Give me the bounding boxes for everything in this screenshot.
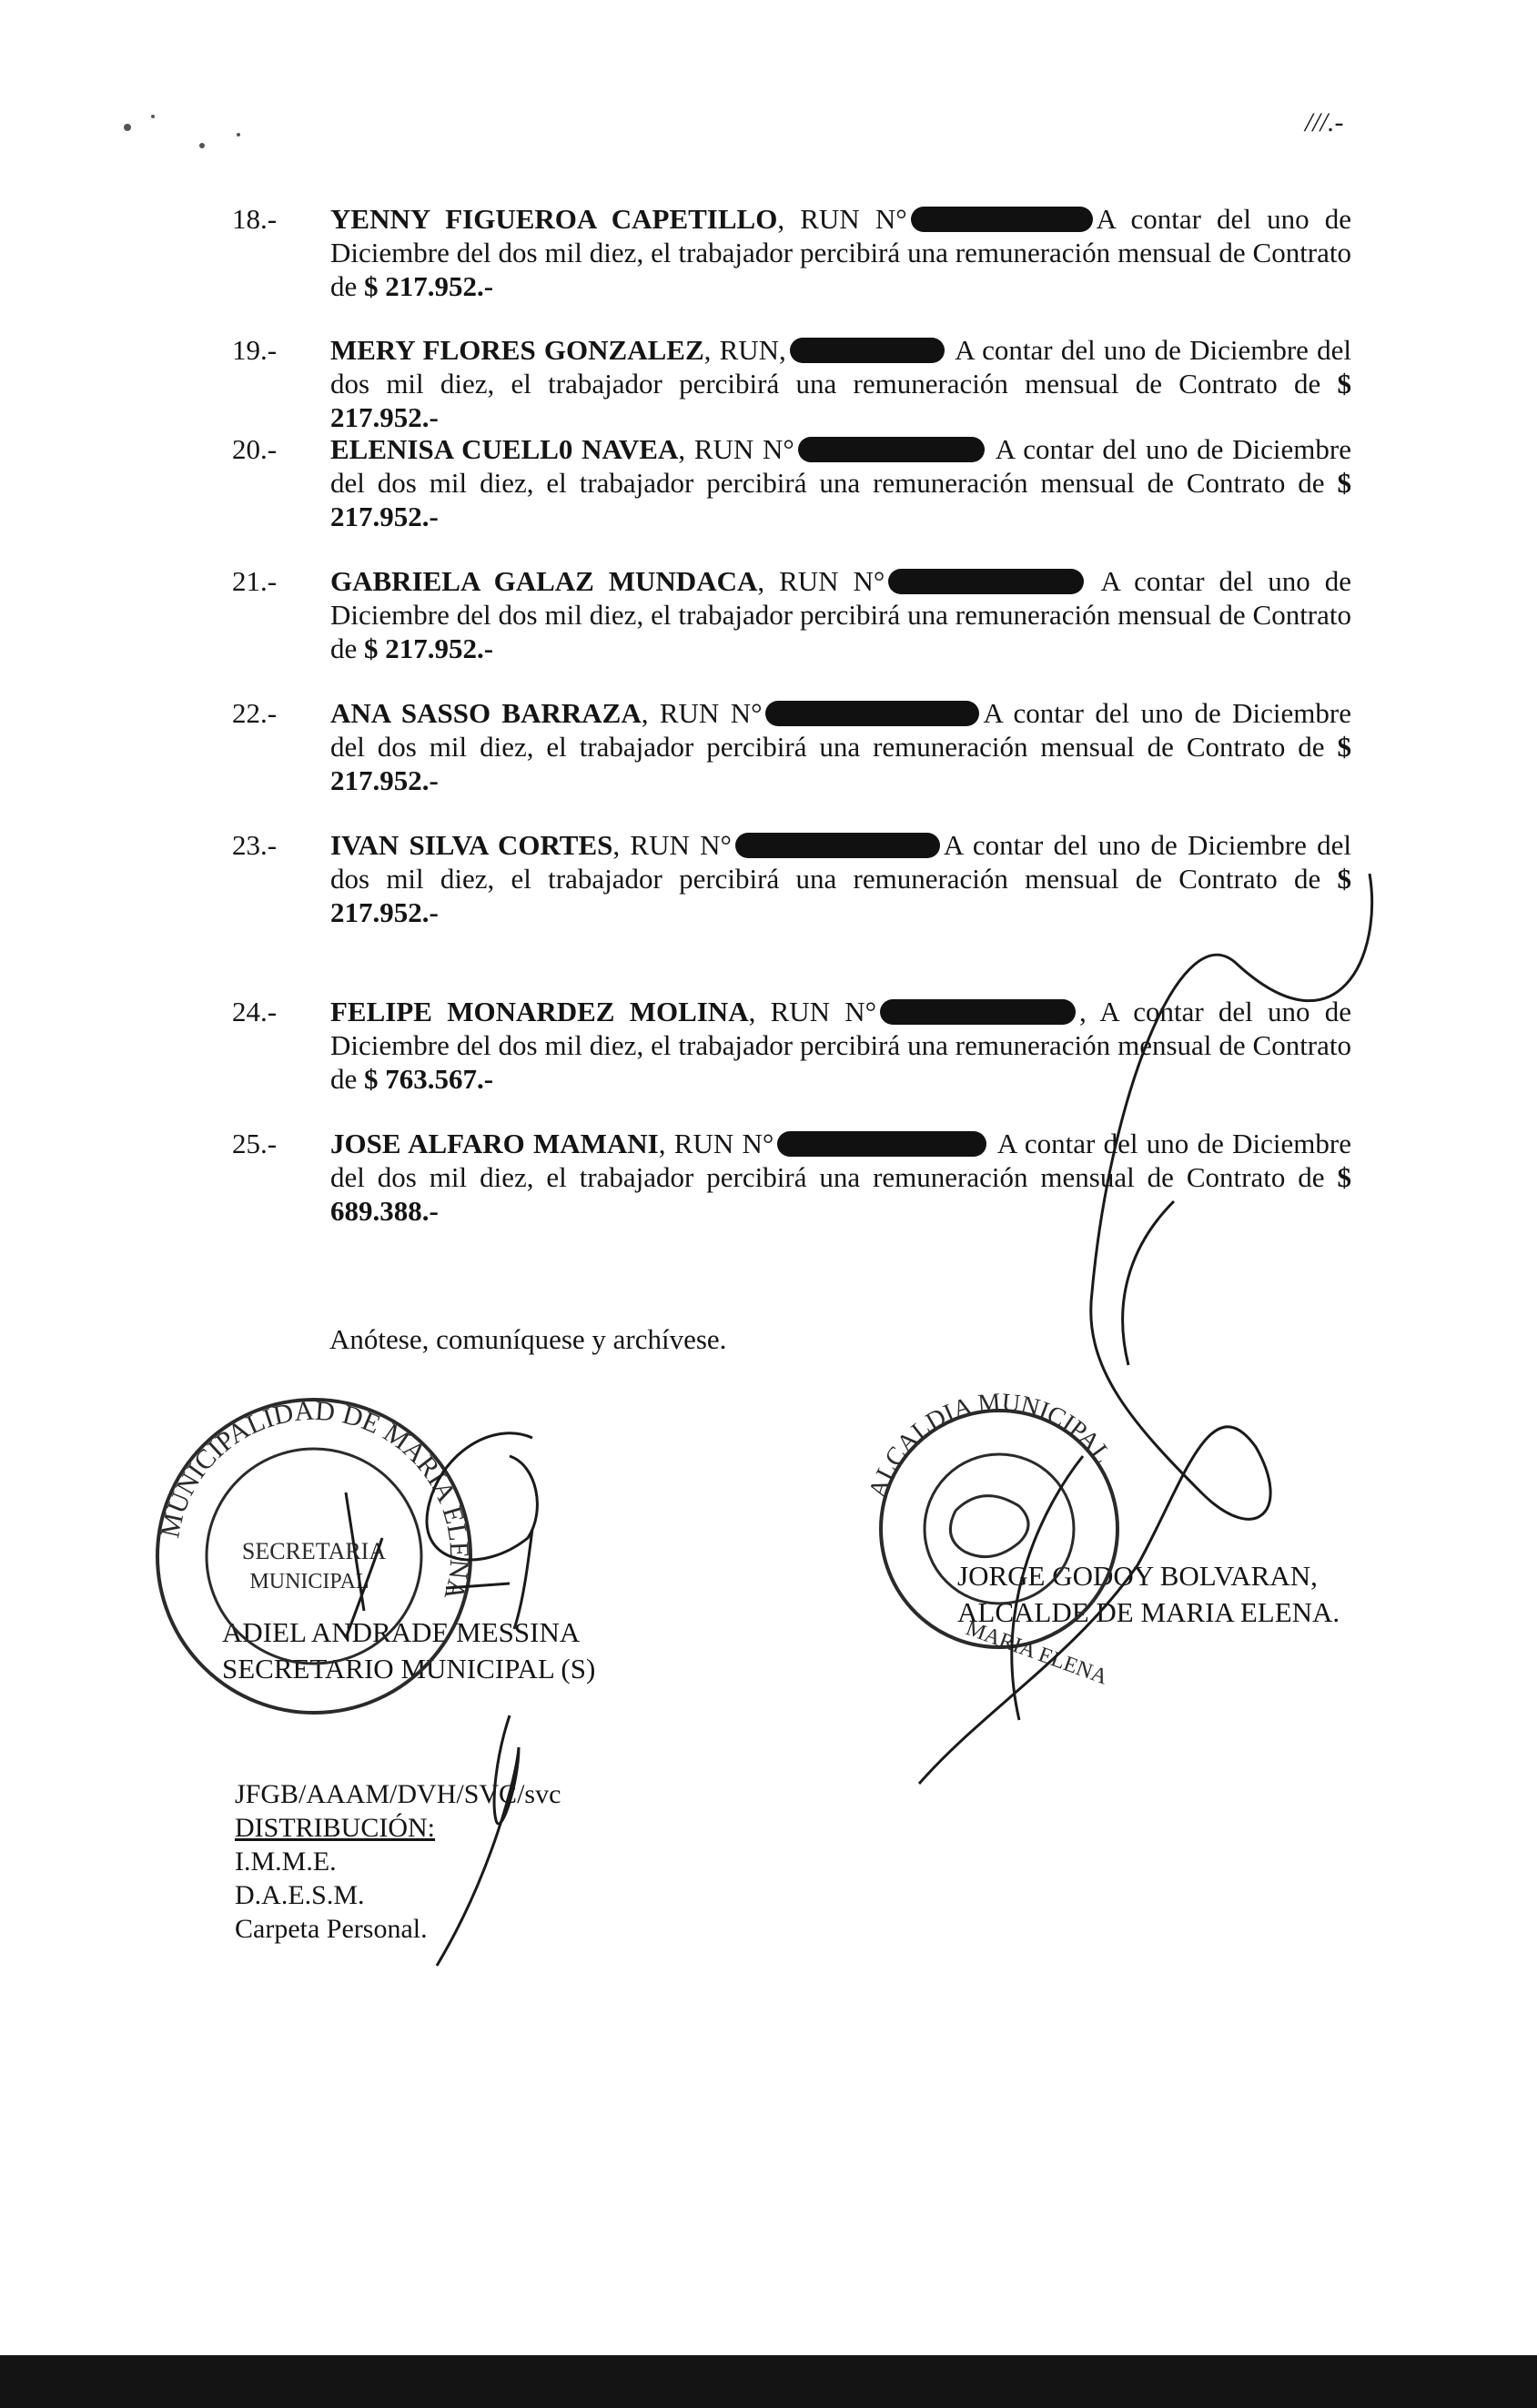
- run-label: , RUN N°: [757, 565, 885, 597]
- entry-number: 20.-: [232, 433, 278, 465]
- entry-body: [330, 564, 1351, 665]
- worker-name: ELENISA CUELL0 NAVEA: [330, 433, 679, 465]
- handwritten-signature-left: [346, 1433, 537, 1638]
- worker-name: FELIPE MONARDEZ MOLINA: [330, 996, 749, 1027]
- entry-number: 23.-: [232, 829, 278, 861]
- scan-bottom-edge: [0, 2355, 1537, 2408]
- stamp-bottom-text: MARIA ELENA: [962, 1616, 1111, 1690]
- entry-number: 25.-: [232, 1128, 278, 1159]
- signature-block-secretary: [222, 1614, 595, 1687]
- salary-amount: $ 763.567.-: [364, 1063, 494, 1095]
- entry-number: 21.-: [232, 565, 278, 597]
- salary-amount: $ 217.952.-: [330, 368, 1351, 433]
- stamp-center-line-2: MUNICIPAL: [249, 1570, 369, 1594]
- signatory-title: SECRETARIO MUNICIPAL (S): [222, 1653, 596, 1685]
- worker-name: ANA SASSO BARRAZA: [330, 697, 642, 729]
- entry-body: [330, 696, 1351, 797]
- worker-name: MERY FLORES GONZALEZ: [330, 334, 704, 366]
- entry-text: A contar del uno de Diciembre del dos mil diez, el trabajador percibirá una remuneración mensual de Contrato de: [330, 697, 1351, 763]
- stamp-center-line-1: SECRETARIA: [241, 1538, 387, 1564]
- redacted-run: [777, 1131, 986, 1157]
- entry-body: [330, 1127, 1351, 1228]
- run-label: , RUN,: [703, 334, 786, 366]
- entry-body: [330, 202, 1351, 303]
- redacted-run: [888, 569, 1084, 594]
- entry-text: , A contar del uno de Diciembre del dos mil diez, el trabajador percibirá una remuneración mensual de Contrato de: [330, 996, 1351, 1095]
- redacted-run: [765, 701, 979, 726]
- redacted-run: [798, 437, 985, 462]
- salary-amount: $ 217.952.-: [364, 632, 494, 664]
- redacted-run: [735, 833, 940, 858]
- worker-name: JOSE ALFARO MAMANI: [330, 1128, 659, 1159]
- run-label: , RUN N°: [641, 697, 763, 729]
- salary-amount: $ 217.952.-: [330, 467, 1351, 532]
- run-label: , RUN N°: [748, 996, 877, 1027]
- redacted-run: [911, 207, 1093, 232]
- run-label: , RUN N°: [612, 829, 732, 861]
- signatory-name: ADIEL ANDRADE MESSINA: [222, 1616, 581, 1648]
- scan-marks: [124, 115, 240, 148]
- entry-number: 18.-: [232, 203, 278, 235]
- mayor-stamp: [864, 1388, 1117, 1689]
- worker-name: IVAN SILVA CORTES: [330, 829, 613, 861]
- closing-formula: Anótese, comuníquese y archívese.: [329, 1323, 727, 1355]
- run-label: , RUN N°: [658, 1128, 774, 1159]
- reference-initials: JFGB/AAAM/DVH/SVC/svc: [235, 1779, 561, 1809]
- run-label: , RUN N°: [678, 433, 794, 465]
- distribution-title: DISTRIBUCIÓN:: [235, 1813, 436, 1843]
- redacted-run: [880, 999, 1076, 1025]
- signature-block-mayor: [957, 1558, 1340, 1631]
- distribution-item: D.A.E.S.M.: [235, 1880, 365, 1910]
- entry-text: A contar del uno de Diciembre del dos mil diez, el trabajador percibirá una remuneración mensual de Contrato de: [330, 565, 1351, 664]
- salary-amount: $ 217.952.-: [330, 863, 1351, 928]
- distribution-item: Carpeta Personal.: [235, 1914, 428, 1944]
- entry-number: 19.-: [232, 334, 278, 366]
- worker-name: YENNY FIGUEROA CAPETILLO: [330, 203, 778, 235]
- worker-name: GABRIELA GALAZ MUNDACA: [330, 565, 758, 597]
- distribution-item: I.M.M.E.: [235, 1846, 337, 1877]
- entry-number: 24.-: [232, 996, 278, 1027]
- salary-amount: $ 689.388.-: [330, 1161, 1351, 1227]
- signatory-name: JORGE GODOY BOLVARAN,: [957, 1560, 1318, 1592]
- entry-body: [330, 995, 1351, 1096]
- entry-text: A contar del uno de Diciembre del dos mil diez, el trabajador percibirá una remuneración mensual de Contrato de: [330, 334, 1351, 400]
- entry-text: A contar del uno de Diciembre del dos mil diez, el trabajador percibirá una remuneración mensual de Contrato de: [330, 203, 1351, 302]
- entry-text: A contar del uno de Diciembre del dos mil diez, el trabajador percibirá una remuneración mensual de Contrato de: [330, 1128, 1351, 1193]
- salary-amount: $ 217.952.-: [330, 731, 1351, 796]
- page-continuation-mark: ///.-: [1305, 107, 1344, 137]
- distribution-block: [235, 1777, 561, 1946]
- stamp-ring-text: ALCALDIA MUNICIPAL: [863, 1388, 1117, 1502]
- signatory-title: ALCALDE DE MARIA ELENA.: [957, 1596, 1340, 1628]
- stamp-ring-text: MUNICIPALIDAD DE MARIA ELENA: [155, 1395, 475, 1604]
- entry-text: A contar del uno de Diciembre del dos mil diez, el trabajador percibirá una remuneración mensual de Contrato de: [330, 829, 1351, 895]
- entry-body: [330, 432, 1351, 533]
- entry-text: A contar del uno de Diciembre del dos mil diez, el trabajador percibirá una remuneración mensual de Contrato de: [330, 433, 1351, 499]
- svg-text:ALCALDIA MUNICIPAL: [864, 1388, 1117, 1501]
- run-label: , RUN N°: [777, 203, 907, 235]
- salary-amount: $ 217.952.-: [364, 270, 494, 302]
- redacted-run: [790, 338, 945, 363]
- svg-text:MUNICIPALIDAD DE MARIA ELENA: [155, 1396, 474, 1604]
- entry-body: [330, 333, 1351, 434]
- entry-number: 22.-: [232, 697, 278, 729]
- entry-body: [330, 828, 1351, 929]
